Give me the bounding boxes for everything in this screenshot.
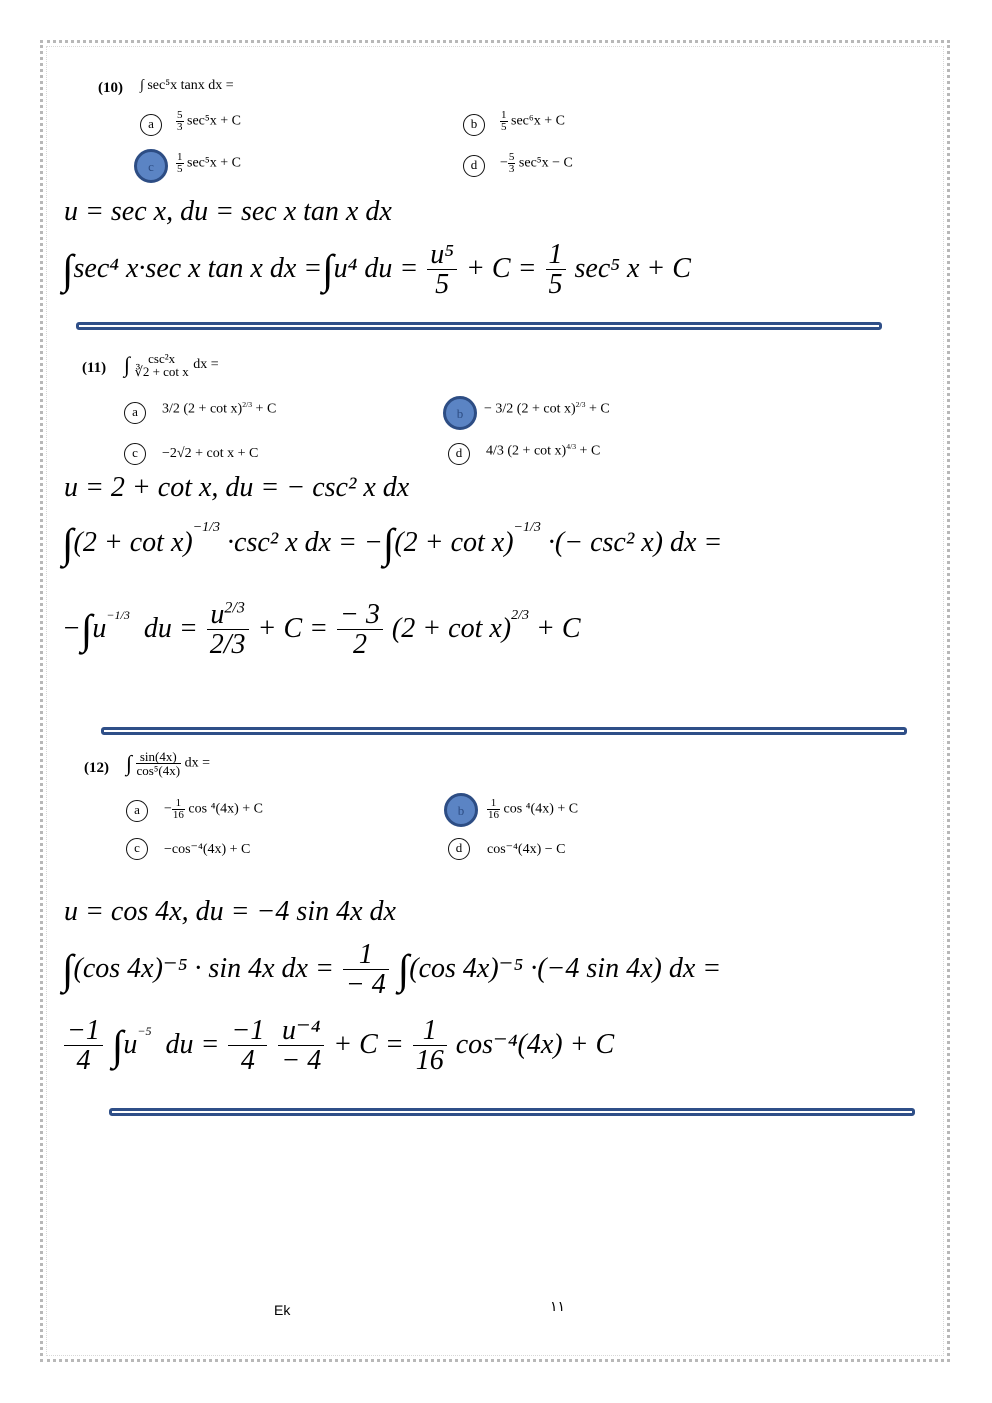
page-number: ١١ <box>550 1298 566 1314</box>
q10-option-b: $\frac{1}{5}$ sec⁶x + C <box>501 109 565 133</box>
q11-option-d: 4/3 $(2 + \cot x)^{4/3} + C$ <box>486 442 601 459</box>
q12-option-a-circle[interactable]: a <box>126 800 148 822</box>
q11-option-b-circle[interactable]: b <box>443 396 477 430</box>
q10-option-d: − $\frac{5}{3}$ sec⁵x − C <box>500 151 573 175</box>
q10-question: ∫ sec⁵x tanx dx = <box>140 78 234 93</box>
q10-option-a-circle[interactable]: a <box>140 114 162 136</box>
q11-substitution: u = 2 + cot x, du = − csc² x dx <box>64 472 410 503</box>
q11-solution-line1: $\int(2 + \cot x)^{-1/3} \cdot\csc^2$ x dx = $-\int(2 + \cot x)^{-1/3}$ ·(− csc² x) dx = <box>62 520 723 568</box>
q12-option-b: $\frac{1}{16}$ cos ⁴(4x) + C <box>488 797 579 821</box>
q12-solution-line1: ∫(cos 4x)⁻⁵ · sin 4x dx = $\frac{1}{- 4}$ ∫(cos 4x)⁻⁵ ·(−4 sin 4x) dx = <box>62 939 722 1001</box>
separator-3 <box>109 1108 915 1116</box>
q10-option-c-circle[interactable]: c <box>134 149 168 183</box>
footer-author: Ek <box>274 1302 291 1318</box>
q10-solution: ∫sec⁴ x·sec x tan x dx =∫u⁴ du = $\frac{\text{u⁵}}{5}$ + C = $\frac{1}{5}$ sec⁵ x + C <box>62 239 691 301</box>
q12-question: ∫ $\frac{\sin(4x)}{\text{cos⁵(4x)}}$ dx = <box>126 749 210 778</box>
q10-option-d-circle[interactable]: d <box>463 155 485 177</box>
q11-option-c: −2√2 + cot x + C <box>162 446 259 461</box>
separator-2 <box>101 727 907 735</box>
q11-option-a: 3/2 $(2 + \cot x)^{2/3} + C$ <box>162 400 277 417</box>
q11-solution-line2: $-\int u^{-1/3}$ du = $\frac{u^{2/3}}{2/3}$ + C = $\frac{- 3}{2}$ $(2 + \cot x)^{2/3} + C$ <box>62 599 581 661</box>
q11-option-a-circle[interactable]: a <box>124 402 146 424</box>
q12-option-a: − $\frac{1}{16}$ cos ⁴(4x) + C <box>164 797 264 821</box>
q12-substitution: u = cos 4x, du = −4 sin 4x dx <box>64 896 396 927</box>
q10-substitution: u = sec x, du = sec x tan x dx <box>64 196 392 227</box>
q12-solution-line2: $\frac{-1}{4}$ $\int u^{-5}$ du = $\frac{-1}{4}$ $\frac{\text{u⁻⁴}}{- 4}$ + C = $\frac{1}{16}$ cos⁻⁴(4x) + C <box>62 1016 614 1077</box>
q10-option-c: $\frac{1}{5}$ sec⁵x + C <box>177 151 241 175</box>
q10-number: (10) <box>98 80 123 96</box>
q12-number: (12) <box>84 760 109 776</box>
separator-1 <box>76 322 882 330</box>
q10-option-a: $\frac{5}{3}$ sec⁵x + C <box>177 109 241 133</box>
q11-option-c-circle[interactable]: c <box>124 443 146 465</box>
q12-option-d-circle[interactable]: d <box>448 838 470 860</box>
q11-option-b: − 3/2 $(2 + \cot x)^{2/3} + C$ <box>484 400 610 417</box>
q12-option-b-circle[interactable]: b <box>444 793 478 827</box>
q11-question: ∫ csc²x ∛2 + cot x dx = <box>124 351 219 379</box>
q11-number: (11) <box>82 360 107 376</box>
q10-option-b-circle[interactable]: b <box>463 114 485 136</box>
q12-option-d: cos⁻⁴(4x) − C <box>487 842 566 857</box>
q12-option-c: −cos⁻⁴(4x) + C <box>164 842 251 857</box>
q11-option-d-circle[interactable]: d <box>448 443 470 465</box>
q12-option-c-circle[interactable]: c <box>126 838 148 860</box>
